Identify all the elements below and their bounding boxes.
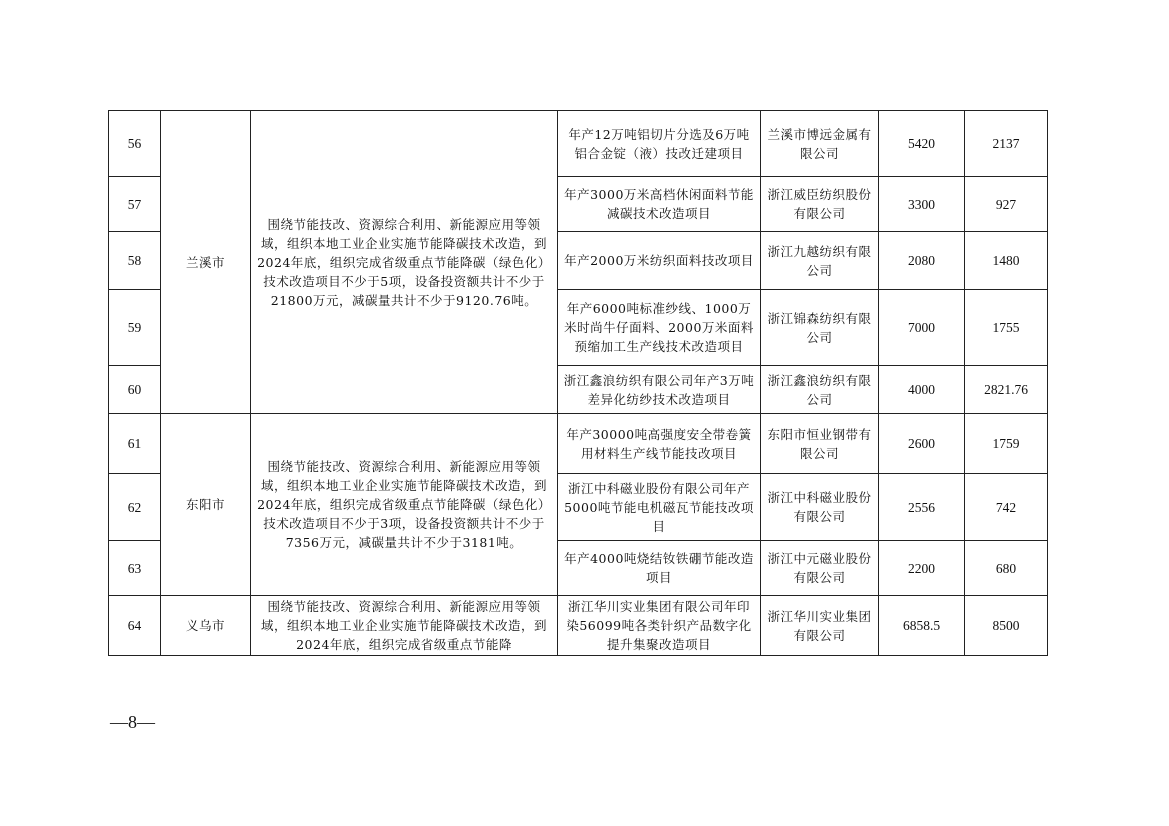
carbon-reduction-cell: 1755 [965, 290, 1048, 366]
carbon-reduction-cell: 2137 [965, 111, 1048, 177]
carbon-reduction-cell: 1759 [965, 414, 1048, 474]
project-table [108, 110, 1048, 656]
company-cell: 浙江鑫浪纺织有限公司 [761, 366, 879, 414]
project-name-cell: 年产30000吨高强度安全带卷簧用材料生产线节能技改项目 [558, 414, 761, 474]
table-row [109, 414, 1048, 474]
project-name-cell: 浙江鑫浪纺织有限公司年产3万吨差异化纺纱技术改造项目 [558, 366, 761, 414]
investment-cell: 3300 [879, 177, 965, 232]
investment-cell: 5420 [879, 111, 965, 177]
project-name-cell: 年产2000万米纺织面料技改项目 [558, 232, 761, 290]
city-cell: 义乌市 [161, 596, 251, 656]
city-cell: 东阳市 [161, 414, 251, 596]
row-number: 56 [109, 111, 161, 177]
company-cell: 东阳市恒业钢带有限公司 [761, 414, 879, 474]
row-number: 63 [109, 541, 161, 596]
row-number: 57 [109, 177, 161, 232]
company-cell: 浙江锦森纺织有限公司 [761, 290, 879, 366]
table-row [109, 111, 1048, 177]
target-description-cell: 围绕节能技改、资源综合利用、新能源应用等领域，组织本地工业企业实施节能降碳技术改造，到2024年底，组织完成省级重点节能降 [251, 596, 558, 656]
company-cell: 浙江中科磁业股份有限公司 [761, 474, 879, 541]
table-row [109, 596, 1048, 656]
row-number: 64 [109, 596, 161, 656]
project-name-cell: 浙江华川实业集团有限公司年印染56099吨各类针织产品数字化提升集聚改造项目 [558, 596, 761, 656]
carbon-reduction-cell: 1480 [965, 232, 1048, 290]
project-name-cell: 年产6000吨标准纱线、1000万米时尚牛仔面料、2000万米面料预缩加工生产线技术改造项目 [558, 290, 761, 366]
investment-cell: 7000 [879, 290, 965, 366]
page-number: —8— [110, 712, 155, 732]
investment-cell: 6858.5 [879, 596, 965, 656]
investment-cell: 2200 [879, 541, 965, 596]
city-cell: 兰溪市 [161, 111, 251, 414]
target-description-cell: 围绕节能技改、资源综合利用、新能源应用等领域，组织本地工业企业实施节能降碳技术改造，到2024年底，组织完成省级重点节能降碳（绿色化）技术改造项目不少于3项，设备投资额共计不少于7356万元，减碳量共计不少于3181吨。 [251, 414, 558, 596]
target-description-cell: 围绕节能技改、资源综合利用、新能源应用等领域，组织本地工业企业实施节能降碳技术改造，到2024年底，组织完成省级重点节能降碳（绿色化）技术改造项目不少于5项，设备投资额共计不少于21800万元，减碳量共计不少于9120.76吨。 [251, 111, 558, 414]
row-number: 60 [109, 366, 161, 414]
carbon-reduction-cell: 742 [965, 474, 1048, 541]
row-number: 59 [109, 290, 161, 366]
carbon-reduction-cell: 680 [965, 541, 1048, 596]
row-number: 58 [109, 232, 161, 290]
row-number: 62 [109, 474, 161, 541]
carbon-reduction-cell: 2821.76 [965, 366, 1048, 414]
company-cell: 浙江中元磁业股份有限公司 [761, 541, 879, 596]
company-cell: 浙江九越纺织有限公司 [761, 232, 879, 290]
investment-cell: 2600 [879, 414, 965, 474]
company-cell: 浙江华川实业集团有限公司 [761, 596, 879, 656]
investment-cell: 2080 [879, 232, 965, 290]
company-cell: 兰溪市博远金属有限公司 [761, 111, 879, 177]
row-number: 61 [109, 414, 161, 474]
investment-cell: 2556 [879, 474, 965, 541]
project-name-cell: 年产12万吨铝切片分选及6万吨铝合金锭（液）技改迁建项目 [558, 111, 761, 177]
project-name-cell: 浙江中科磁业股份有限公司年产5000吨节能电机磁瓦节能技改项目 [558, 474, 761, 541]
company-cell: 浙江威臣纺织股份有限公司 [761, 177, 879, 232]
project-name-cell: 年产3000万米高档休闲面料节能减碳技术改造项目 [558, 177, 761, 232]
carbon-reduction-cell: 927 [965, 177, 1048, 232]
project-name-cell: 年产4000吨烧结钕铁硼节能改造项目 [558, 541, 761, 596]
investment-cell: 4000 [879, 366, 965, 414]
carbon-reduction-cell: 8500 [965, 596, 1048, 656]
